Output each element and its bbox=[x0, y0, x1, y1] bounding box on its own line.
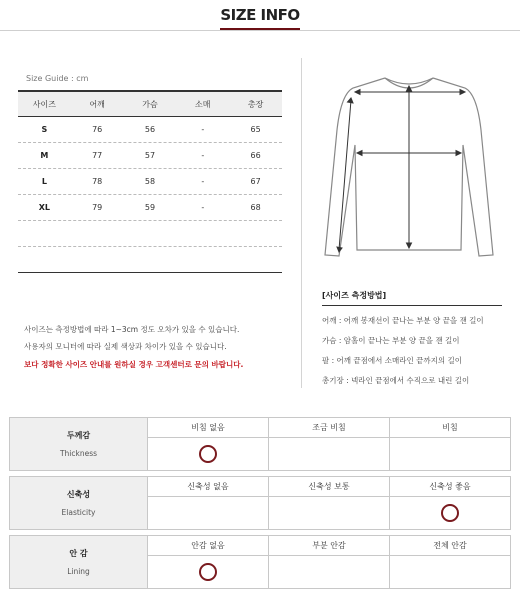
note-contact: 보다 정확한 사이즈 안내를 원하실 경우 고객센터로 문의 바랍니다. bbox=[24, 360, 244, 369]
value-cell: 77 bbox=[92, 151, 103, 160]
option-column bbox=[269, 536, 390, 588]
thickness-label bbox=[10, 418, 148, 470]
value-cell: 67 bbox=[250, 177, 261, 186]
value-cell: 79 bbox=[92, 203, 103, 212]
method-shoulder: 어깨 : 어깨 봉재선이 끝나는 부분 양 끝을 잰 길이 bbox=[322, 316, 484, 325]
size-cell: M bbox=[40, 151, 49, 160]
value-cell: 58 bbox=[144, 177, 156, 186]
option-label: 비침 없음 bbox=[148, 418, 268, 438]
elasticity-label-en: Elasticity bbox=[61, 508, 96, 517]
value-cell: 76 bbox=[92, 125, 103, 134]
option-column bbox=[269, 477, 390, 529]
table-row bbox=[18, 195, 282, 221]
option-label: 안감 없음 bbox=[148, 536, 268, 556]
table-row-empty bbox=[18, 221, 282, 247]
table-row bbox=[18, 143, 282, 169]
elasticity-label-ko: 신축성 bbox=[66, 490, 91, 499]
option-label: 조금 비침 bbox=[269, 418, 389, 438]
value-cell: - bbox=[201, 125, 205, 134]
header-cell: 소매 bbox=[195, 99, 211, 109]
page-title: SIZE INFO bbox=[220, 6, 300, 24]
method-sleeve: 팔 : 어깨 끝점에서 소매라인 끝까지의 길이 bbox=[322, 356, 462, 365]
selected-circle-icon bbox=[441, 504, 459, 522]
option-column bbox=[390, 477, 510, 529]
option-column bbox=[269, 418, 390, 470]
table-bottom-line bbox=[18, 272, 282, 273]
size-cell: L bbox=[41, 177, 47, 186]
note-tolerance: 사이즈는 측정방법에 따라 1~3cm 정도 오차가 있을 수 있습니다. bbox=[24, 325, 240, 334]
value-cell: 65 bbox=[250, 125, 261, 134]
thickness-table bbox=[9, 417, 511, 471]
table-row bbox=[18, 169, 282, 195]
method-title: [사이즈 측정방법] bbox=[322, 290, 502, 306]
option-column bbox=[390, 418, 510, 470]
size-table-header bbox=[18, 90, 282, 116]
table-row bbox=[18, 116, 282, 143]
size-guide-label: Size Guide : cm bbox=[26, 74, 89, 83]
value-cell: 78 bbox=[92, 177, 103, 186]
header-cell: 어깨 bbox=[89, 99, 105, 109]
lining-label-en: Lining bbox=[67, 567, 90, 576]
option-label: 신축성 보통 bbox=[269, 477, 389, 497]
value-cell: 59 bbox=[144, 203, 156, 212]
value-cell: 56 bbox=[144, 125, 156, 134]
option-column bbox=[148, 477, 269, 529]
measurement-method bbox=[322, 290, 502, 386]
selected-circle-icon bbox=[199, 445, 217, 463]
option-column bbox=[148, 536, 269, 588]
option-column bbox=[148, 418, 269, 470]
size-table bbox=[18, 90, 282, 273]
lining-label bbox=[10, 536, 148, 588]
option-label: 비침 bbox=[390, 418, 510, 438]
top-divider bbox=[0, 30, 520, 31]
method-chest: 가슴 : 암홀이 끝나는 부분 양 끝을 잰 길이 bbox=[322, 336, 460, 345]
header-cell: 가슴 bbox=[142, 99, 158, 109]
value-cell: 66 bbox=[250, 151, 261, 160]
option-label: 전체 안감 bbox=[390, 536, 510, 556]
size-cell: XL bbox=[38, 203, 51, 212]
thickness-label-ko: 두께감 bbox=[66, 431, 91, 440]
method-length: 총기장 : 넥라인 끝점에서 수직으로 내린 길이 bbox=[322, 376, 470, 385]
option-column bbox=[390, 536, 510, 588]
thickness-label-en: Thickness bbox=[59, 449, 98, 458]
lining-label-ko: 안 감 bbox=[69, 549, 88, 558]
tshirt-diagram bbox=[315, 70, 505, 265]
value-cell: - bbox=[201, 203, 205, 212]
size-cell: S bbox=[41, 125, 48, 134]
vertical-divider bbox=[301, 58, 302, 388]
header-cell: 총장 bbox=[247, 99, 264, 109]
lining-table bbox=[9, 535, 511, 589]
value-cell: - bbox=[201, 151, 205, 160]
option-label: 부분 안감 bbox=[269, 536, 389, 556]
selected-circle-icon bbox=[199, 563, 217, 581]
elasticity-label bbox=[10, 477, 148, 529]
value-cell: 57 bbox=[144, 151, 156, 160]
option-label: 신축성 좋음 bbox=[390, 477, 510, 497]
value-cell: 68 bbox=[250, 203, 261, 212]
header-cell: 사이즈 bbox=[32, 99, 56, 109]
note-monitor: 사용자의 모니터에 따라 실제 색상과 차이가 있을 수 있습니다. bbox=[24, 342, 227, 351]
option-label: 신축성 없음 bbox=[148, 477, 268, 497]
elasticity-table bbox=[9, 476, 511, 530]
table-row-empty bbox=[18, 247, 282, 272]
value-cell: - bbox=[201, 177, 205, 186]
